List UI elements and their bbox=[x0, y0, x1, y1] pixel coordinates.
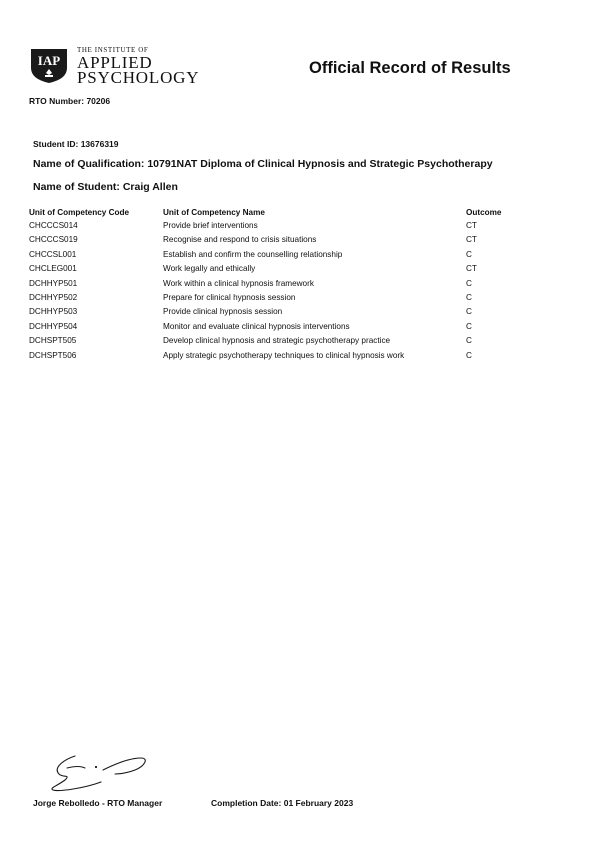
logo-applied-text: APPLIED bbox=[77, 53, 153, 72]
outcome-cell: C bbox=[466, 307, 472, 317]
table-row bbox=[29, 262, 516, 276]
outcome-cell: CT bbox=[466, 221, 477, 230]
unit-name-cell: Develop clinical hypnosis and strategic psychotherapy practice bbox=[163, 336, 391, 346]
document-title: Official Record of Results bbox=[309, 59, 511, 77]
unit-code-cell: DCHHYP503 bbox=[29, 307, 78, 317]
results-table bbox=[29, 206, 516, 363]
unit-code-cell: CHCCCS014 bbox=[29, 221, 78, 230]
outcome-cell: CT bbox=[466, 264, 477, 274]
table-row bbox=[29, 277, 516, 291]
outcome-cell: C bbox=[466, 278, 472, 288]
unit-code-cell: DCHHYP501 bbox=[29, 278, 78, 288]
outcome-cell: C bbox=[466, 350, 472, 360]
results-table-header bbox=[29, 206, 516, 219]
logo-institute-text: THE INSTITUTE OF bbox=[77, 46, 149, 54]
student-id: Student ID: 13676319 bbox=[33, 139, 119, 149]
signatory-name: Jorge Rebolledo - RTO Manager bbox=[33, 798, 163, 808]
unit-name-cell: Monitor and evaluate clinical hypnosis interventions bbox=[163, 321, 350, 331]
outcome-cell: C bbox=[466, 321, 472, 331]
outcome-cell: C bbox=[466, 293, 472, 303]
outcome-cell: CT bbox=[466, 235, 477, 245]
table-row bbox=[29, 291, 516, 305]
unit-name-cell: Provide clinical hypnosis session bbox=[163, 307, 283, 317]
logo-mark-text: IAP bbox=[37, 53, 61, 68]
table-row bbox=[29, 219, 516, 233]
institute-logo-mark bbox=[29, 48, 69, 84]
table-row bbox=[29, 320, 516, 334]
unit-code-cell: DCHSPT505 bbox=[29, 336, 77, 346]
completion-date: Completion Date: 01 February 2023 bbox=[211, 798, 354, 808]
logo-psychology-text: PSYCHOLOGY bbox=[77, 68, 200, 87]
qualification-name: Name of Qualification: 10791NAT Diploma of Clinical Hypnosis and Strategic Psychotherapy bbox=[33, 158, 493, 170]
manager-signature bbox=[45, 752, 157, 794]
unit-code-cell: DCHHYP504 bbox=[29, 321, 78, 331]
unit-code-cell: CHCCSL001 bbox=[29, 249, 77, 259]
unit-code-cell: CHCLEG001 bbox=[29, 264, 77, 274]
unit-code-cell: DCHHYP502 bbox=[29, 293, 78, 303]
unit-name-cell: Provide brief interventions bbox=[163, 221, 258, 230]
header-outcome: Outcome bbox=[466, 208, 502, 217]
unit-name-cell: Work within a clinical hypnosis framework bbox=[163, 278, 314, 288]
unit-name-cell: Apply strategic psychotherapy techniques to clinical hypnosis work bbox=[163, 350, 405, 360]
rto-number: RTO Number: 70206 bbox=[29, 96, 111, 106]
table-row bbox=[29, 305, 516, 319]
table-row bbox=[29, 334, 516, 348]
unit-code-cell: DCHSPT506 bbox=[29, 350, 77, 360]
table-row bbox=[29, 233, 516, 247]
unit-name-cell: Work legally and ethically bbox=[163, 264, 256, 274]
unit-name-cell: Recognise and respond to crisis situations bbox=[163, 235, 317, 245]
student-name: Name of Student: Craig Allen bbox=[33, 181, 178, 193]
header-unit-name: Unit of Competency Name bbox=[163, 208, 265, 217]
unit-name-cell: Prepare for clinical hypnosis session bbox=[163, 293, 296, 303]
table-row bbox=[29, 248, 516, 262]
outcome-cell: C bbox=[466, 336, 472, 346]
unit-code-cell: CHCCCS019 bbox=[29, 235, 78, 245]
table-row bbox=[29, 349, 516, 363]
unit-name-cell: Establish and confirm the counselling relationship bbox=[163, 249, 343, 259]
header-unit-code: Unit of Competency Code bbox=[29, 208, 130, 217]
outcome-cell: C bbox=[466, 249, 472, 259]
